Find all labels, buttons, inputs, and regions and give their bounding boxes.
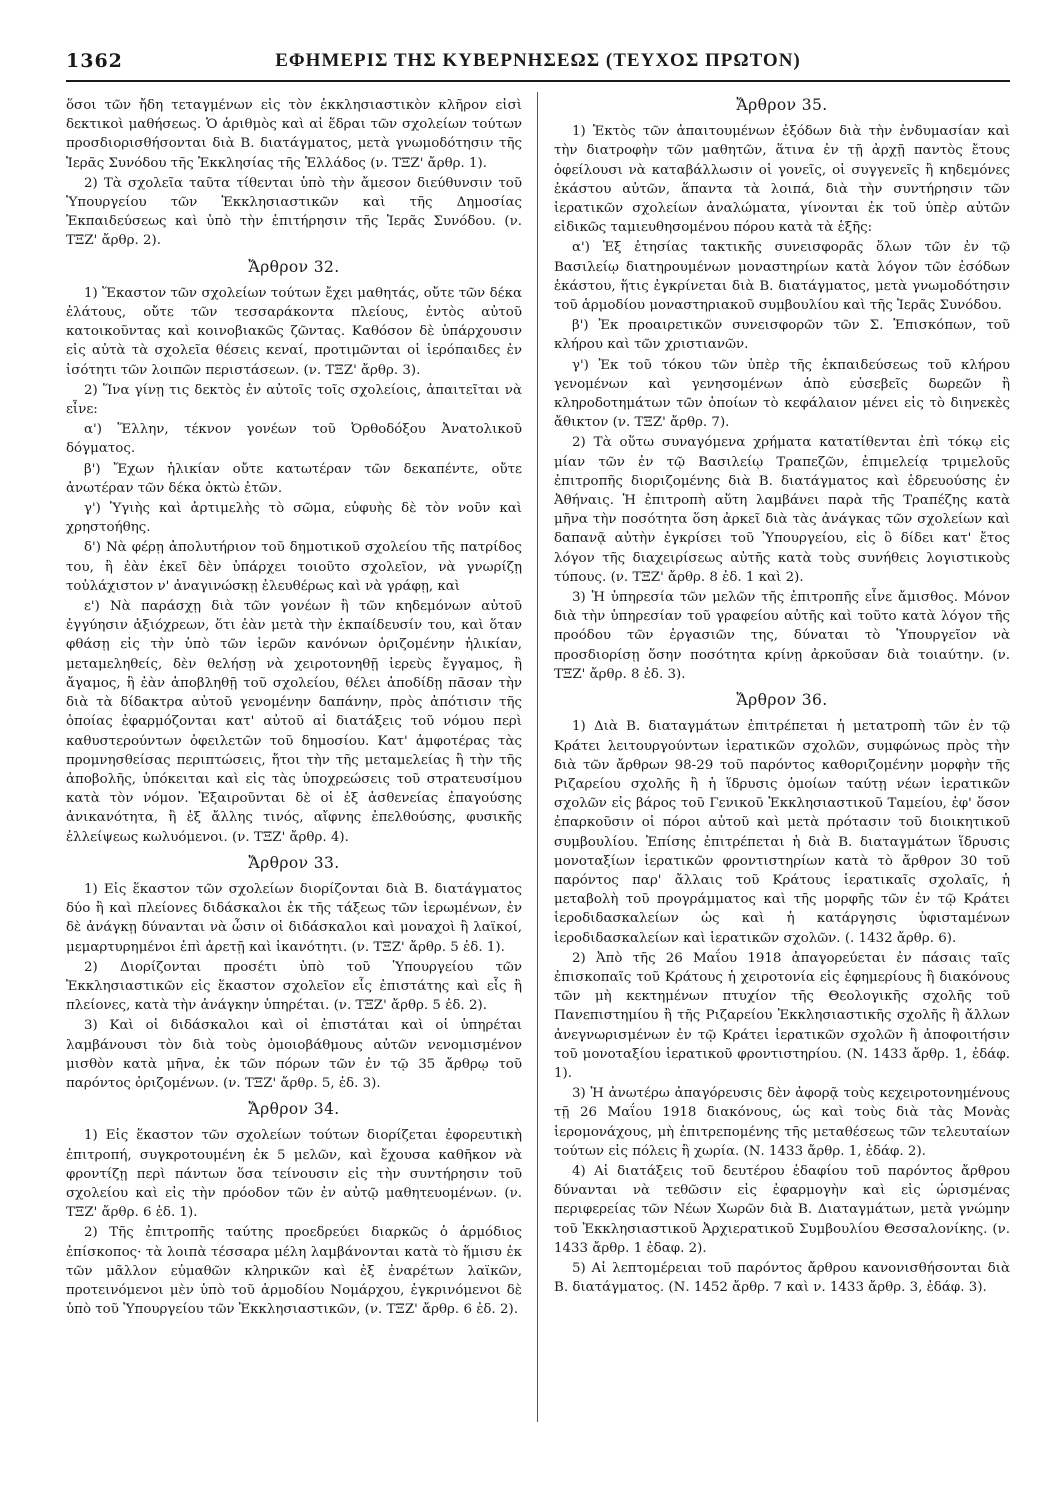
article-heading-34: Ἄρθρον 34. bbox=[248, 1100, 340, 1119]
article-heading-33: Ἄρθρον 33. bbox=[248, 853, 340, 872]
paragraph: β') Ἔχων ἡλικίαν οὔτε κατωτέραν τῶν δεκαπέντε, οὔτε ἀνωτέραν τῶν δέκα ὀκτὼ ἐτῶν. bbox=[66, 461, 522, 496]
header-rule bbox=[66, 80, 1010, 82]
paragraph: ὅσοι τῶν ἤδη τεταγμένων εἰς τὸν ἐκκλησιαστικὸν κλῆρον εἰσὶ δεκτικοὶ μαθήσεως. Ὁ ἀριθμὸς καὶ αἱ ἕδραι τῶν σχολείων τούτων προσδιορισθήσονται διὰ Β. διατάγματος, μετὰ γνωμοδότησιν τῆς Ἱερᾶς Συνόδου τῆς Ἐκκλησίας τῆς Ἑλλάδος (ν. ΤΞΖ' ἄρθρ. 1). bbox=[66, 98, 522, 171]
paragraph: 2) Ἀπὸ τῆς 26 Μαΐου 1918 ἀπαγορεύεται ἐν πάσαις ταῖς ἐπισκοπαῖς τοῦ Κράτους ἡ χειροτονία εἰς ἐφημερίους ἢ διακόνους τῶν μὴ κεκτημένων πτυχίον τῆς Θεολογικῆς σχολῆς τοῦ Πανεπιστημίου ἢ τῆς Ριζαρείου Ἐκκλησιαστικῆς σχολῆς ἢ ἄλλων ἀνεγνωρισμένων ἐν τῷ Κράτει ἱερατικῶν σχολῶν ἢ ἀποφοιτήσιν τοῦ μονοταξίου ἱερατικοῦ φροντιστηρίου. (Ν. 1433 ἄρθρ. 1, ἐδάφ. 1). bbox=[554, 950, 1010, 1081]
paragraph: 2) Τὰ οὕτω συναγόμενα χρήματα κατατίθενται ἐπὶ τόκῳ εἰς μίαν τῶν ἐν τῷ Βασιλείῳ Τραπεζῶν, ἐπιμελείᾳ τριμελοῦς ἐπιτροπῆς διοριζομένης διὰ Β. διατάγματος καὶ ἑδρευούσης ἐν Ἀθήναις. Ἡ ἐπιτροπὴ αὕτη λαμβάνει παρὰ τῆς Τραπέζης κατὰ μῆνα τὴν ποσότητα ὅση ἀρκεῖ διὰ τὰς ἀνάγκας τῶν σχολείων καὶ δαπανᾷ αὐτὴν ἐγκρίσει τοῦ Ὑπουργείου, εἰς ὃ δίδει κατ' ἔτος λόγον τῆς διαχειρίσεως αὐτῆς κατὰ τοὺς συνήθεις λογιστικοὺς τύπους. (ν. ΤΞΖ' ἄρθρ. 8 ἐδ. 1 καὶ 2). bbox=[554, 435, 1010, 585]
paragraph: 2) Διορίζονται προσέτι ὑπὸ τοῦ Ὑπουργείου τῶν Ἐκκλησιαστικῶν εἰς ἕκαστον σχολεῖον εἷς ἐπιστάτης καὶ εἷς ἢ πλείονες, κατὰ τὴν ἀνάγκην ὑπηρέται. (ν. ΤΞΖ' ἄρθρ. 5 ἐδ. 2). bbox=[66, 959, 522, 1014]
article-heading-32: Ἄρθρον 32. bbox=[248, 257, 340, 276]
paragraph: 2) Τῆς ἐπιτροπῆς ταύτης προεδρεύει διαρκῶς ὁ ἁρμόδιος ἐπίσκοπος· τὰ λοιπὰ τέσσαρα μέλη λαμβάνονται κατὰ τὸ ἥμισυ ἐκ τῶν μᾶλλον εὐμαθῶν κληρικῶν καὶ ἐξ ἐναρέτων λαϊκῶν, προτεινόμενοι μὲν ὑπὸ τοῦ ἁρμοδίου Νομάρχου, ἐγκρινόμενοι δὲ ὑπὸ τοῦ Ὑπουργείου τῶν Ἐκκλησιαστικῶν, (ν. ΤΞΖ' ἄρθρ. 6 ἐδ. 2). bbox=[66, 1225, 522, 1318]
paragraph: 1) Διὰ Β. διαταγμάτων ἐπιτρέπεται ἡ μετατροπὴ τῶν ἐν τῷ Κράτει λειτουργούντων ἱερατικῶν σχολῶν, συμφώνως πρὸς τὴν διὰ τῶν ἄρθρων 98-29 τοῦ παρόντος καθοριζομένην μορφὴν τῆς Ριζαρείου σχολῆς ἢ ἡ ἵδρυσις ὁμοίων ταύτῃ νέων ἱερατικῶν σχολῶν εἰς βάρος τοῦ Γενικοῦ Ἐκκλησιαστικοῦ Ταμείου, ἐφ' ὅσον ἐπαρκοῦσιν οἱ πόροι αὐτοῦ καὶ μετὰ πρότασιν τοῦ διοικητικοῦ συμβουλίου. Ἐπίσης ἐπιτρέπεται ἡ διὰ Β. διαταγμάτων ἵδρυσις μονοταξίων ἱερατικῶν φροντιστηρίων κατὰ τὸ ἄρθρον 30 τοῦ παρόντος παρ' ἄλλαις τοῦ Κράτους ἱερατικαῖς σχολαῖς, ἡ μεταβολὴ τοῦ προγράμματος καὶ τῆς μορφῆς τῶν ἐν τῷ Κράτει ἱεροδιδασκαλείων ὡς καὶ ἡ κατάργησις ὑφισταμένων ἱεροδιδασκαλείων καὶ ἱερατικῶν σχολῶν. (. 1432 ἄρθρ. 6). bbox=[554, 719, 1010, 946]
paragraph: β') Ἐκ προαιρετικῶν συνεισφορῶν τῶν Σ. Ἐπισκόπων, τοῦ κλήρου καὶ τῶν χριστιανῶν. bbox=[554, 318, 1010, 353]
running-title: ΕΦΗΜΕΡΙΣ ΤΗΣ ΚΥΒΕΡΝΗΣΕΩΣ (ΤΕΥΧΟΣ ΠΡΩΤΟΝ) bbox=[275, 50, 801, 71]
paragraph: γ') Ἐκ τοῦ τόκου τῶν ὑπὲρ τῆς ἐκπαιδεύσεως τοῦ κλήρου γενομένων καὶ γενησομένων ἀπὸ εὐσεβεῖς δωρεῶν ἢ κληροδοτημάτων τῶν ὁποίων τὸ κεφάλαιον μένει εἰς τὸ διηνεκὲς ἄθικτον (ν. ΤΞΖ' ἄρθρ. 7). bbox=[554, 357, 1010, 431]
article-heading-36: Ἄρθρον 36. bbox=[736, 691, 828, 710]
paragraph: 2) Ἵνα γίνῃ τις δεκτὸς ἐν αὐτοῖς τοῖς σχολείοις, ἀπαιτεῖται νὰ εἶνε: bbox=[66, 382, 522, 418]
paragraph: α') Ἐξ ἐτησίας τακτικῆς συνεισφορᾶς ὅλων τῶν ἐν τῷ Βασιλείῳ διατηρουμένων μοναστηρίων κατὰ λόγον τῶν ἐσόδων ἑκάστου, ἥτις ἐγκρίνεται διὰ Β. διατάγματος, μετὰ γνωμοδότησιν τοῦ ἁρμοδίου μοναστηριακοῦ συμβουλίου καὶ τῆς Ἱερᾶς Συνόδου. bbox=[554, 240, 1010, 314]
paragraph: 1) Εἰς ἕκαστον τῶν σχολείων διορίζονται διὰ Β. διατάγματος δύο ἢ καὶ πλείονες διδάσκαλοι ἐκ τῆς τάξεως τῶν ἱερωμένων, ἐν δὲ ἀνάγκῃ δύνανται νὰ ὦσιν οἱ διδάσκαλοι καὶ μοναχοὶ ἢ λαϊκοί, μεμαρτυρημένοι ἐπὶ ἀρετῇ καὶ ἱκανότητι. (ν. ΤΞΖ' ἄρθρ. 5 ἐδ. 1). bbox=[66, 881, 522, 955]
article-heading-35: Ἄρθρον 35. bbox=[736, 96, 828, 114]
paragraph: 1) Ἕκαστον τῶν σχολείων τούτων ἔχει μαθητάς, οὔτε τῶν δέκα ἐλάτους, οὔτε τῶν τεσσαράκοντα πλείους, ἐντὸς αὐτοῦ κατοικοῦντας καὶ κοινοβιακῶς ζῶντας. Καθόσον δὲ ὑπάρχουσιν εἰς αὐτὰ τὰ σχολεῖα θέσεις κεναί, προτιμῶνται οἱ ἱερόπαιδες ἐν ἰσότητι τῶν λοιπῶν περιστάσεων. (ν. ΤΞΖ' ἄρθρ. 3). bbox=[66, 285, 522, 378]
paragraph: 3) Ἡ ἀνωτέρω ἀπαγόρευσις δὲν ἀφορᾷ τοὺς κεχειροτονημένους τῇ 26 Μαΐου 1918 διακόνους, ὡς καὶ τοὺς διὰ τὰς Μονὰς ἱερομονάχους, μὴ ἐπιτρεπομένης τῆς μεταθέσεως τῶν τελευταίων τούτων εἰς πόλεις ἢ χωρία. (Ν. 1433 ἄρθρ. 1, ἐδάφ. 2). bbox=[554, 1086, 1010, 1159]
paragraph: 3) Καὶ οἱ διδάσκαλοι καὶ οἱ ἐπιστάται καὶ οἱ ὑπηρέται λαμβάνουσι τὸν διὰ τοὺς ὁμοιοβάθμους αὐτῶν νενομισμένον μισθὸν κατὰ μῆνα, ἐκ τῶν πόρων τῶν ἐν τῷ 35 ἄρθρῳ τοῦ παρόντος ὁριζομένων. (ν. ΤΞΖ' ἄρθρ. 5, ἐδ. 3). bbox=[66, 1018, 522, 1091]
right-column bbox=[554, 96, 1010, 1426]
left-column bbox=[66, 96, 522, 1426]
paragraph: α') Ἕλλην, τέκνον γονέων τοῦ Ὀρθοδόξου Ἀνατολικοῦ δόγματος. bbox=[66, 422, 522, 457]
paragraph: δ') Νὰ φέρῃ ἀπολυτήριον τοῦ δημοτικοῦ σχολείου τῆς πατρίδος του, ἢ ἐὰν ἐκεῖ δὲν ὑπάρχει τοιοῦτο σχολεῖον, νὰ γνωρίζῃ τοὐλάχιστον ν' ἀναγινώσκῃ ἐλευθέρως καὶ νὰ γράφῃ, καὶ bbox=[66, 540, 522, 594]
page-number: 1362 bbox=[66, 50, 123, 72]
page-header bbox=[66, 50, 1010, 80]
paragraph: 1) Ἐκτὸς τῶν ἀπαιτουμένων ἐξόδων διὰ τὴν ἐνδυμασίαν καὶ τὴν διατροφὴν τῶν μαθητῶν, ἅτινα ἐν τῇ ἀρχῇ παντὸς ἔτους ὀφείλουσι νὰ καταβάλλωσιν οἱ γονεῖς, οἱ συγγενεῖς ἢ κηδεμόνες ἑκάστου αὐτῶν, ἅπαντα τὰ λοιπά, διὰ τὴν συντήρησιν τῶν ἱερατικῶν σχολείων ἀναλώματα, γίνονται ἐκ τοῦ ὑπὲρ αὐτῶν εἰδικῶς ταμιευθησομένου πόρου κατὰ τὰ ἑξῆς: bbox=[554, 124, 1010, 236]
paragraph: ε') Νὰ παράσχῃ διὰ τῶν γονέων ἢ τῶν κηδεμόνων αὐτοῦ ἐγγύησιν ἀξιόχρεων, ὅτι ἐὰν μετὰ τὴν ἐκπαίδευσίν του, καὶ ὅταν φθάσῃ εἰς τὴν ὑπὸ τῶν ἱερῶν κανόνων ὁριζομένην ἡλικίαν, μεταμεληθείς, δὲν θελήσῃ νὰ χειροτονηθῇ ἱερεὺς ἔγγαμος, ἢ ἄγαμος, ἢ ἐὰν ἀποβληθῇ τοῦ σχολείου, θέλει ἀποδίδῃ πᾶσαν τὴν διὰ τὰ δίδακτρα αὐτοῦ γενομένην δαπάνην, πρὸς ἀπότισιν τῆς ὁποίας ἐφαρμόζονται κατ' αὐτοῦ αἱ διατάξεις τοῦ νόμου περὶ καθυστερούντων ὀφειλετῶν τοῦ δημοσίου. Κατ' ἀμφοτέρας τὰς προμνησθείσας περιπτώσεις, ἤτοι τὴν τῆς μεταμελείας ἢ τὴν τῆς ἀποβολῆς, ὑπόκειται καὶ εἰς τὰς ὑποχρεώσεις τοῦ στρατευσίμου κατὰ τὸν νόμον. Ἐξαιροῦνται δὲ οἱ ἐξ ἀσθενείας ἐπαγούσης ἀνικανότητα, ἢ ἐξ ἄλλης τινός, αἴφνης ἐπελθούσης, φυσικῆς ἐλλείψεως κωλυόμενοι. (ν. ΤΞΖ' ἄρθρ. 4). bbox=[66, 599, 522, 845]
paragraph: 5) Αἱ λεπτομέρειαι τοῦ παρόντος ἄρθρου κανονισθήσονται διὰ Β. διατάγματος. (Ν. 1452 ἄρθρ. 7 καὶ ν. 1433 ἄρθρ. 3, ἐδάφ. 3). bbox=[554, 1260, 1010, 1296]
paragraph: 2) Τὰ σχολεῖα ταῦτα τίθενται ὑπὸ τὴν ἄμεσον διεύθυνσιν τοῦ Ὑπουργείου τῶν Ἐκκλησιαστικῶν καὶ τῆς Δημοσίας Ἐκπαιδεύσεως καὶ ὑπὸ τὴν ἐπιτήρησιν τῆς Ἱερᾶς Συνόδου. (ν. ΤΞΖ' ἄρθρ. 2). bbox=[66, 175, 522, 249]
paragraph: 3) Ἡ ὑπηρεσία τῶν μελῶν τῆς ἐπιτροπῆς εἶνε ἄμισθος. Μόνον διὰ τὴν ὑπηρεσίαν τοῦ γραφείου αὐτῆς καὶ τοῦτο κατὰ λόγον τῆς προόδου τῶν ἐργασιῶν της, δύναται τὸ Ὑπουργεῖον νὰ προσδιορίσῃ ὅσην ποσότητα κρίνῃ ἀρκοῦσαν διὰ τοιαύτην. (ν. ΤΞΖ' ἄρθρ. 8 ἐδ. 3). bbox=[554, 590, 1010, 682]
column-divider bbox=[537, 92, 538, 1422]
paragraph: 4) Αἱ διατάξεις τοῦ δευτέρου ἐδαφίου τοῦ παρόντος ἄρθρου δύνανται νὰ τεθῶσιν εἰς ἐφαρμογὴν καὶ εἰς ὡρισμένας περιφερείας τῶν Νέων Χωρῶν διὰ Β. Διαταγμάτων, μετὰ γνώμην τοῦ Ἐκκλησιαστικοῦ Ἀρχιερατικοῦ Συμβουλίου Θεσσαλονίκης. (ν. 1433 ἄρθρ. 1 ἐδαφ. 2). bbox=[554, 1163, 1010, 1256]
paragraph: γ') Ὑγιὴς καὶ ἀρτιμελὴς τὸ σῶμα, εὐφυὴς δὲ τὸν νοῦν καὶ χρηστοήθης. bbox=[66, 501, 522, 536]
paragraph: 1) Εἰς ἕκαστον τῶν σχολείων τούτων διορίζεται ἐφορευτικὴ ἐπιτροπή, συγκροτουμένη ἐκ 5 μελῶν, καὶ ἔχουσα καθῆκον νὰ φροντίζῃ περὶ πάντων ὅσα τείνουσιν εἰς τὴν συντήρησιν τοῦ σχολείου καὶ εἰς τὴν πρόοδον τῶν ἐν αὐτῷ μαθητευομένων. (ν. ΤΞΖ' ἄρθρ. 6 ἐδ. 1). bbox=[66, 1128, 522, 1221]
